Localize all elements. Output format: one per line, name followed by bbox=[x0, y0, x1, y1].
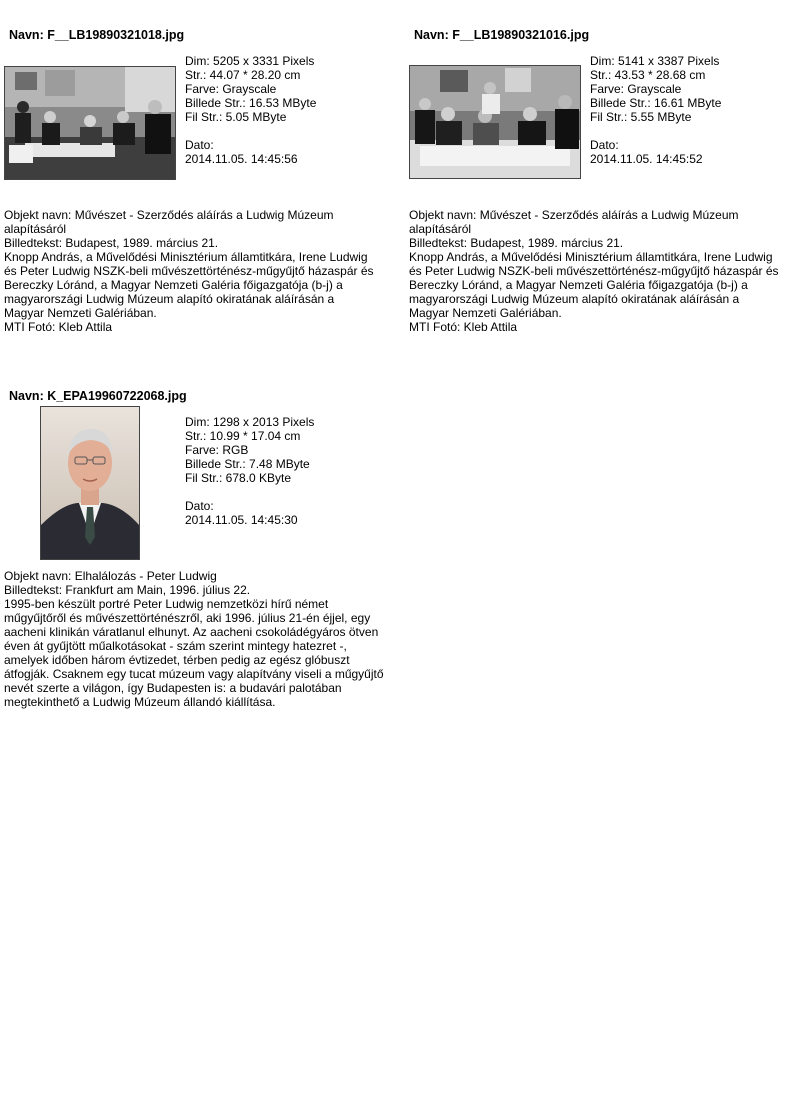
date-value: 2014.11.05. 14:45:30 bbox=[185, 513, 298, 527]
date-label: Dato: bbox=[590, 138, 619, 152]
object-name: Objekt navn: Művészet - Szerződés aláírás a Ludwig Múzeum alapításáról bbox=[409, 208, 739, 236]
description bbox=[409, 208, 781, 334]
signing-photo bbox=[410, 66, 580, 178]
date-value: 2014.11.05. 14:45:52 bbox=[590, 152, 703, 166]
image-metadata bbox=[185, 415, 314, 527]
signing-photo bbox=[5, 67, 175, 179]
file-name: Navn: K_EPA19960722068.jpg bbox=[9, 389, 187, 403]
image-metadata bbox=[185, 54, 316, 166]
date-value: 2014.11.05. 14:45:56 bbox=[185, 152, 298, 166]
object-name: Objekt navn: Művészet - Szerződés aláírás a Ludwig Múzeum alapításáról bbox=[4, 208, 334, 236]
color-mode: Farve: Grayscale bbox=[590, 82, 682, 96]
caption-text: 1995-ben készült portré Peter Ludwig nemzetközi hírű német műgyűjtőről és művészettörténészről, aki 1996. július 21-én éjjel, egy aacheni klinikán váratlanul elhunyt. Az aacheni csokoládégyáros ötven éven át gyűjtött műalkotásokat - szám szerint mintegy hatezret -, amelyek időben három évtizedet, térben pedig az egész glóbuszt átfogják. Csaknem egy tucat múzeum vagy alapítvány viseli a műgyűjtő nevét szerte a világon, így Budapesten is: a budavári palotában megtekinthető a Ludwig Múzeum állandó kiállítása. bbox=[4, 597, 384, 709]
image-metadata bbox=[590, 54, 721, 166]
photo-thumbnail[interactable] bbox=[409, 65, 581, 179]
photo-thumbnail[interactable] bbox=[4, 66, 176, 180]
description bbox=[4, 569, 388, 709]
caption-heading: Billedtekst: Budapest, 1989. március 21. bbox=[4, 236, 219, 250]
portrait-photo bbox=[41, 407, 139, 559]
print-size: Str.: 44.07 * 28.20 cm bbox=[185, 68, 301, 82]
photo-credit: MTI Fotó: Kleb Attila bbox=[4, 320, 113, 334]
object-name: Objekt navn: Elhalálozás - Peter Ludwig bbox=[4, 569, 217, 583]
caption-text: Knopp András, a Művelődési Minisztérium államtitkára, Irene Ludwig és Peter Ludwig NSZK-beli művészettörténész-műgyűjtő házaspár és Bereczky Lóránd, a Magyar Nemzeti Galéria főigazgatója (b-j) a magyarországi Ludwig Múzeum alapító okiratának aláírásán a Magyar Nemzeti Galériában. bbox=[409, 250, 779, 320]
date-label: Dato: bbox=[185, 499, 214, 513]
file-size: Fil Str.: 5.05 MByte bbox=[185, 110, 287, 124]
print-size: Str.: 43.53 * 28.68 cm bbox=[590, 68, 706, 82]
caption-text: Knopp András, a Művelődési Minisztérium államtitkára, Irene Ludwig és Peter Ludwig NSZK-beli művészettörténész-műgyűjtő házaspár és Bereczky Lóránd, a Magyar Nemzeti Galéria főigazgatója (b-j) a magyarországi Ludwig Múzeum alapító okiratának aláírásán a Magyar Nemzeti Galériában. bbox=[4, 250, 374, 320]
image-size: Billede Str.: 7.48 MByte bbox=[185, 457, 310, 471]
photo-credit: MTI Fotó: Kleb Attila bbox=[409, 320, 518, 334]
description bbox=[4, 208, 376, 334]
dimensions: Dim: 5141 x 3387 Pixels bbox=[590, 54, 720, 68]
caption-heading: Billedtekst: Frankfurt am Main, 1996. július 22. bbox=[4, 583, 251, 597]
date-label: Dato: bbox=[185, 138, 214, 152]
photo-thumbnail[interactable] bbox=[40, 406, 140, 560]
file-name: Navn: F__LB19890321018.jpg bbox=[9, 28, 185, 42]
file-name: Navn: F__LB19890321016.jpg bbox=[414, 28, 590, 42]
dimensions: Dim: 1298 x 2013 Pixels bbox=[185, 415, 315, 429]
dimensions: Dim: 5205 x 3331 Pixels bbox=[185, 54, 315, 68]
color-mode: Farve: RGB bbox=[185, 443, 249, 457]
print-size: Str.: 10.99 * 17.04 cm bbox=[185, 429, 301, 443]
image-size: Billede Str.: 16.61 MByte bbox=[590, 96, 722, 110]
file-size: Fil Str.: 678.0 KByte bbox=[185, 471, 292, 485]
color-mode: Farve: Grayscale bbox=[185, 82, 277, 96]
file-size: Fil Str.: 5.55 MByte bbox=[590, 110, 692, 124]
image-size: Billede Str.: 16.53 MByte bbox=[185, 96, 317, 110]
caption-heading: Billedtekst: Budapest, 1989. március 21. bbox=[409, 236, 624, 250]
